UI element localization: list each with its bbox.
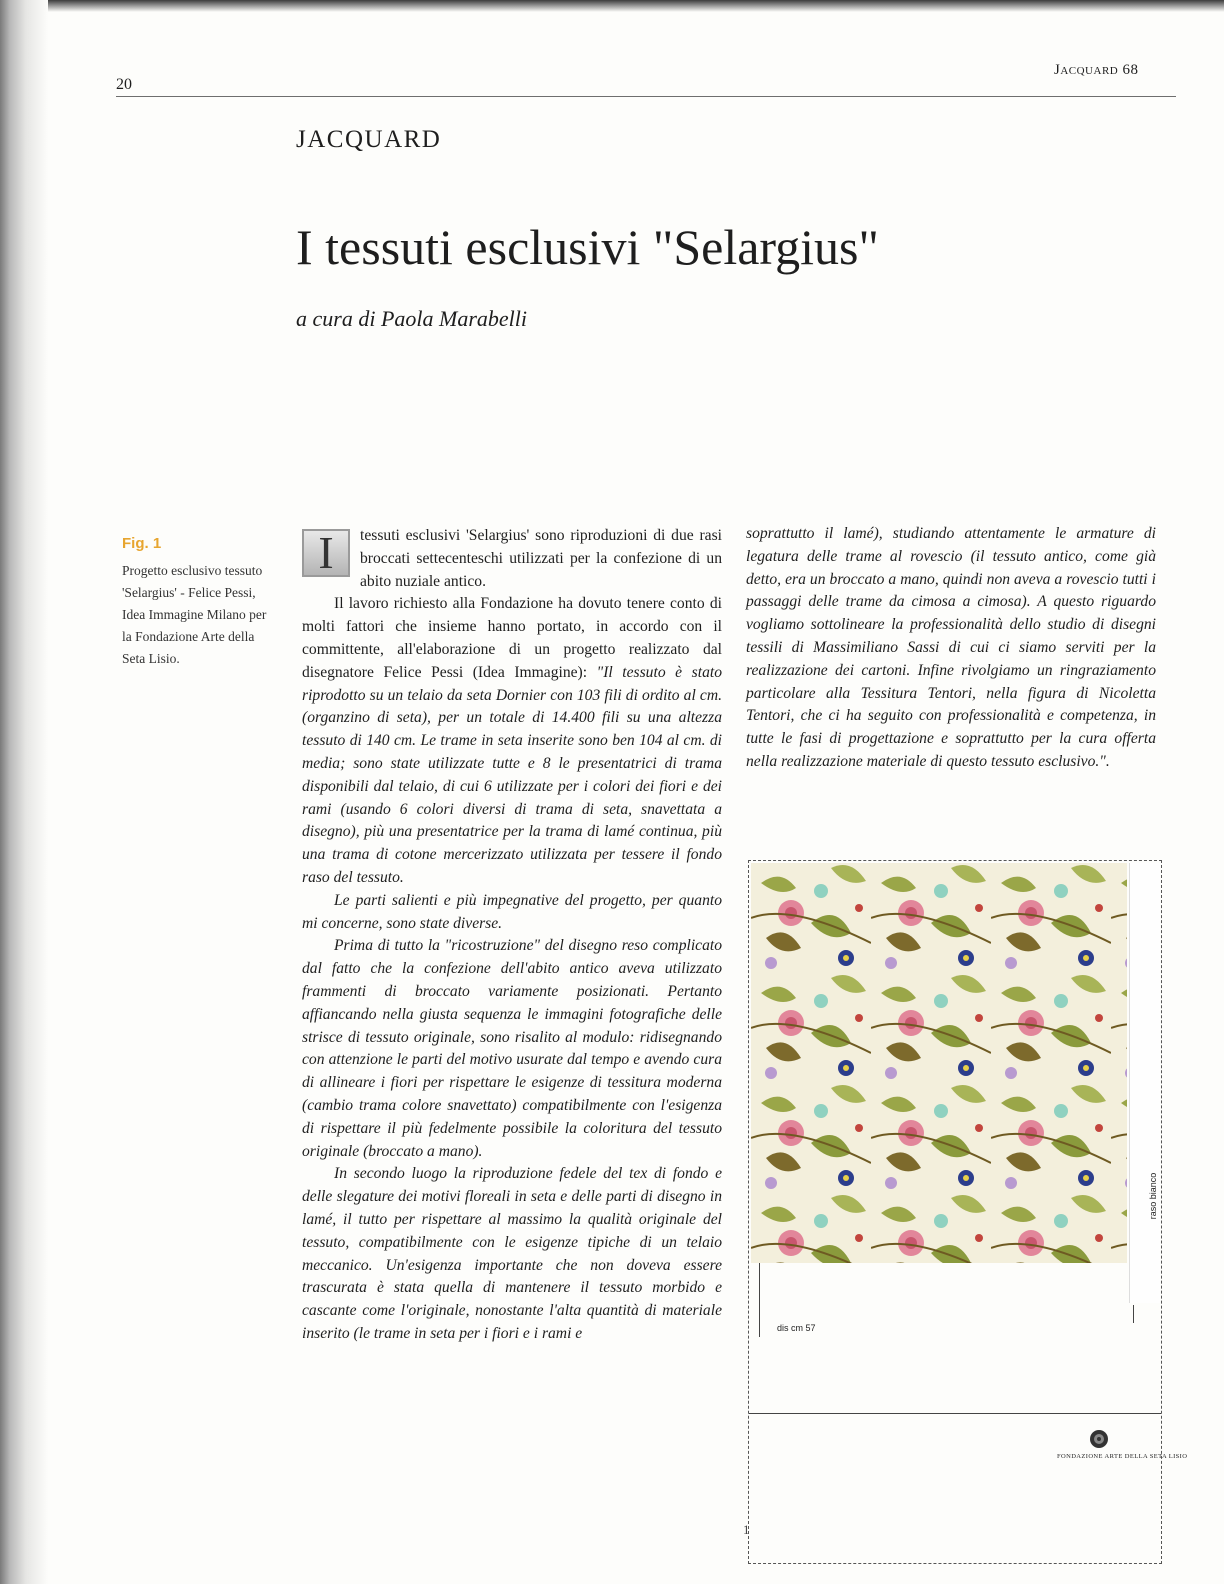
corner-mark: 1 bbox=[743, 1522, 750, 1537]
scan-top-shadow bbox=[0, 0, 1224, 12]
paragraph-4: Prima di tutto la "ricostruzione" del disegno reso complicato dal fatto che la confezione dell'abito antico aveva utilizzato frammenti di broccato variamente posizionati. Pertanto affiancando nella giusta sequenza le immagini fotografiche delle strisce di tessuto originale, sono risalito al modulo: ridisegnando con attenzione le parti del motivo usurate dal tempo e avendo cura di allineare i fiori per rispettare le esigenze di tessitura moderna (cambio trama colore snavettato) compatibilmente con l'esigenza di rispettare il più fedelmente possibile la coloritura del tessuto originale (broccato a mano). bbox=[302, 937, 722, 1160]
page-number: 20 bbox=[116, 76, 132, 93]
paragraph-2 bbox=[302, 593, 722, 889]
foundation-label: FONDAZIONE ARTE DELLA SETA LISIO bbox=[1057, 1453, 1188, 1460]
figure-fabric-panel bbox=[748, 860, 1188, 1564]
running-head: Jacquard 68 bbox=[1054, 62, 1139, 78]
drop-cap: I bbox=[302, 529, 350, 577]
dimension-line-left bbox=[759, 1263, 760, 1337]
foundation-logo-icon bbox=[1089, 1429, 1109, 1449]
paragraph-2-roman: Il lavoro richiesto alla Fondazione ha dovuto tenere conto di molti fattori che insieme hanno portato, in accordo con il committente, all'elaborazione di un progetto realizzato dal disegnatore Felice Pessi (Idea Immagine): bbox=[302, 595, 722, 681]
byline: a cura di Paola Marabelli bbox=[296, 306, 527, 331]
floral-fabric-image bbox=[751, 863, 1127, 1263]
article-title: I tessuti esclusivi "Selargius" bbox=[296, 219, 879, 275]
white-satin-strip bbox=[1129, 863, 1160, 1303]
text-column-2 bbox=[746, 523, 1156, 774]
figure-label: Fig. 1 bbox=[122, 535, 162, 552]
section-label: JACQUARD bbox=[296, 126, 442, 153]
text-column-1 bbox=[302, 525, 722, 1346]
dimension-label: dis cm 57 bbox=[777, 1323, 816, 1333]
paragraph-1: tessuti esclusivi 'Selargius' sono riproduzioni di due rasi broccati settecenteschi utilizzati per la confezione di un abito nuziale antico. bbox=[360, 527, 722, 590]
dimension-line-right bbox=[1133, 1305, 1134, 1323]
paragraph-2-quote: "Il tessuto è stato riprodotto su un telaio da seta Dornier con 103 fili di ordito al cm. (organzino di seta), per un totale di 14.400 fili su una altezza tessuto di 140 cm. Le trame in seta inserite sono ben 104 al cm. di media; sono state utilizzate tutte e 8 le presentatrici di trama disponibili dal telaio, di cui 6 utilizzate per i colori dei fiori e dei rami (usando 6 colori diversi di trama di seta, snavettata a disegno), più una presentatrice per la trama di lamé continua, più una trama di cotone mercerizzato utilizzata per tessere il fondo raso del tessuto. bbox=[302, 663, 722, 886]
paragraph-3: Le parti salienti e più impegnative del progetto, per quanto mi concerne, sono state diverse. bbox=[302, 891, 722, 932]
figure-caption: Progetto esclusivo tessuto 'Selargius' - Felice Pessi, Idea Immagine Milano per la Fondazione Arte della Seta Lisio. bbox=[122, 563, 267, 666]
figure-divider bbox=[749, 1413, 1161, 1414]
paragraph-5: In secondo luogo la riproduzione fedele del tex di fondo e delle slegature dei motivi floreali in seta e delle parti di disegno in lamé, il tutto per rispettare al massimo la qualità originale del tessuto, compatibilmente con le esigenze tipiche di un telaio meccanico. Un'esigenza importante che non doveva essere trascurata è stata quella di mantenere il tessuto morbido e cascante come l'originale, nonostante l'alta quantità di materiale inserito (le trame in seta per i fiori e i rami e bbox=[302, 1165, 722, 1342]
header-rule bbox=[116, 96, 1176, 97]
binding-shadow bbox=[0, 0, 48, 1584]
paragraph-6: soprattutto il lamé), studiando attentamente le armature di legatura delle trame al rovescio (il tessuto antico, come già detto, era un broccato a mano, quindi non aveva a rovescio tutti i passaggi delle trame da cimosa a cimosa). A questo riguardo vogliamo sottolineare la professionalità dello studio di disegni tessili di Massimiliano Sassi di cui ci siamo serviti per la realizzazione dei cartoni. Infine rivolgiamo un ringraziamento particolare alla Tessitura Tentori, nella figura di Nicoletta Tentori, che ci ha seguito con professionalità e competenza, in tutte le fasi di progettazione e soprattutto per la cura offerta nella realizzazione materiale di questo tessuto esclusivo.". bbox=[746, 525, 1156, 770]
side-label: raso bianco bbox=[1148, 1172, 1158, 1220]
